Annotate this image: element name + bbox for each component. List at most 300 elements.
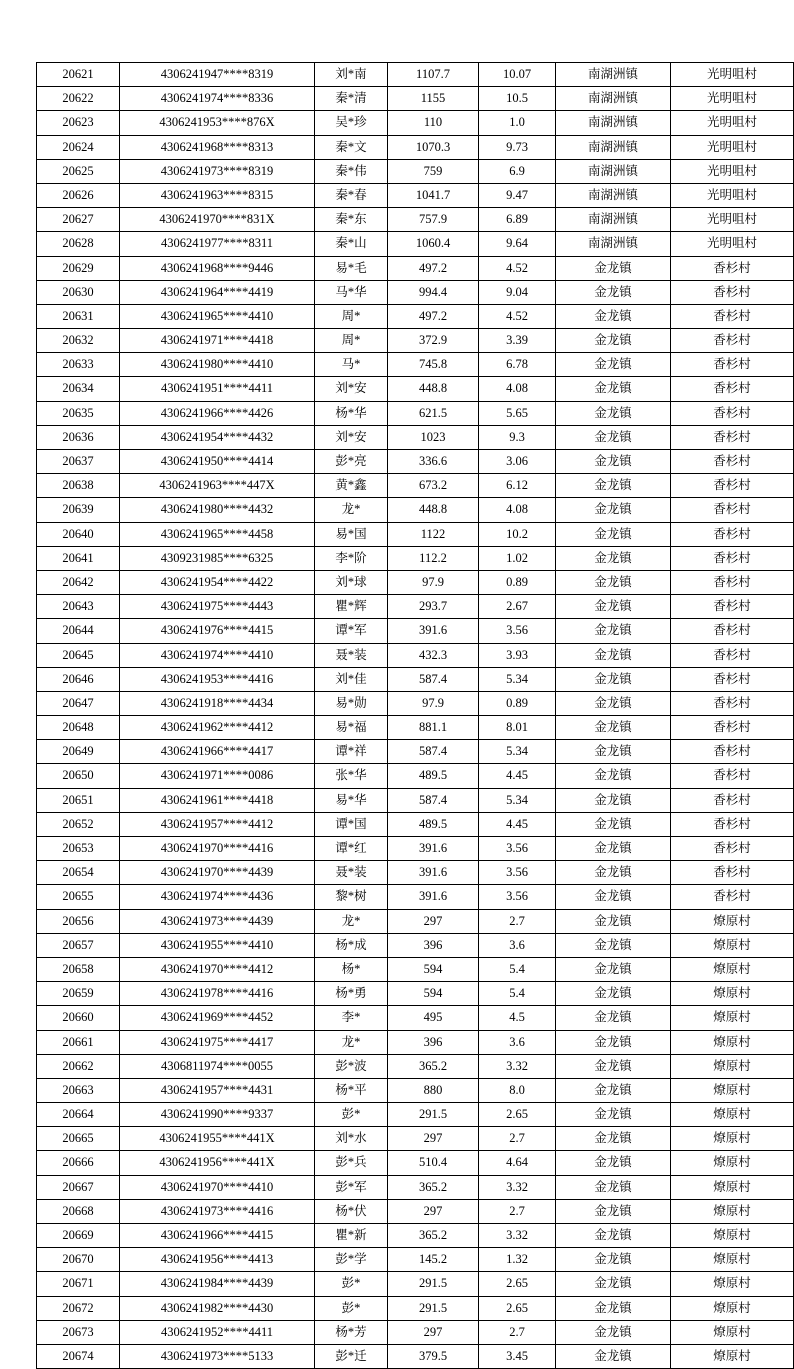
cell-id-number: 4306241973****8319 [120,159,315,183]
cell-town: 金龙镇 [556,982,671,1006]
cell-village: 香杉村 [671,837,794,861]
cell-village: 光明咀村 [671,183,794,207]
cell-name: 彭*亮 [315,450,388,474]
cell-id-number: 4306241964****4419 [120,280,315,304]
cell-town: 金龙镇 [556,425,671,449]
cell-name: 彭* [315,1296,388,1320]
cell-serial: 20623 [37,111,120,135]
cell-village: 香杉村 [671,353,794,377]
cell-town: 金龙镇 [556,1248,671,1272]
table-row [37,1030,794,1054]
cell-amount: 745.8 [388,353,479,377]
cell-id-number: 4306241969****4452 [120,1006,315,1030]
cell-rate: 3.56 [479,885,556,909]
cell-name: 杨*平 [315,1078,388,1102]
cell-rate: 9.64 [479,232,556,256]
cell-id-number: 4306241970****4410 [120,1175,315,1199]
cell-rate: 3.39 [479,329,556,353]
cell-village: 光明咀村 [671,63,794,87]
cell-serial: 20661 [37,1030,120,1054]
cell-amount: 489.5 [388,764,479,788]
cell-serial: 20653 [37,837,120,861]
cell-serial: 20627 [37,208,120,232]
cell-name: 瞿*新 [315,1224,388,1248]
cell-rate: 9.73 [479,135,556,159]
cell-village: 燎原村 [671,957,794,981]
cell-id-number: 4306241978****4416 [120,982,315,1006]
cell-rate: 3.56 [479,861,556,885]
cell-rate: 3.06 [479,450,556,474]
records-table [36,62,794,1369]
cell-amount: 757.9 [388,208,479,232]
cell-rate: 5.34 [479,740,556,764]
cell-id-number: 4306241971****0086 [120,764,315,788]
table-row [37,1296,794,1320]
cell-name: 聂*装 [315,861,388,885]
cell-rate: 3.93 [479,643,556,667]
cell-rate: 10.07 [479,63,556,87]
cell-name: 李*阶 [315,546,388,570]
cell-town: 金龙镇 [556,304,671,328]
cell-town: 金龙镇 [556,837,671,861]
cell-id-number: 4306241966****4417 [120,740,315,764]
table-row [37,619,794,643]
cell-id-number: 4306241955****4410 [120,933,315,957]
cell-rate: 4.52 [479,256,556,280]
cell-id-number: 4306241976****4415 [120,619,315,643]
cell-id-number: 4306241980****4410 [120,353,315,377]
cell-name: 谭*祥 [315,740,388,764]
cell-amount: 1107.7 [388,63,479,87]
cell-village: 香杉村 [671,377,794,401]
cell-name: 刘*安 [315,425,388,449]
cell-name: 龙* [315,498,388,522]
cell-amount: 379.5 [388,1344,479,1368]
cell-rate: 10.5 [479,87,556,111]
table-row [37,957,794,981]
cell-town: 南湖洲镇 [556,208,671,232]
cell-rate: 0.89 [479,570,556,594]
cell-name: 秦*东 [315,208,388,232]
cell-name: 易*华 [315,788,388,812]
cell-serial: 20668 [37,1199,120,1223]
table-row [37,764,794,788]
cell-amount: 1122 [388,522,479,546]
cell-id-number: 4306241918****4434 [120,691,315,715]
cell-serial: 20663 [37,1078,120,1102]
cell-village: 燎原村 [671,1175,794,1199]
table-row [37,256,794,280]
cell-serial: 20637 [37,450,120,474]
cell-name: 刘*佳 [315,667,388,691]
table-row [37,1078,794,1102]
cell-town: 金龙镇 [556,595,671,619]
cell-id-number: 4306241957****4412 [120,812,315,836]
cell-village: 香杉村 [671,691,794,715]
cell-village: 燎原村 [671,1030,794,1054]
cell-town: 金龙镇 [556,498,671,522]
cell-town: 金龙镇 [556,1272,671,1296]
cell-amount: 97.9 [388,691,479,715]
cell-rate: 4.08 [479,498,556,522]
cell-town: 金龙镇 [556,957,671,981]
cell-rate: 3.6 [479,933,556,957]
cell-town: 金龙镇 [556,619,671,643]
table-row [37,1175,794,1199]
cell-serial: 20671 [37,1272,120,1296]
cell-town: 金龙镇 [556,1224,671,1248]
cell-amount: 497.2 [388,256,479,280]
cell-village: 香杉村 [671,643,794,667]
cell-serial: 20670 [37,1248,120,1272]
cell-village: 燎原村 [671,1006,794,1030]
cell-village: 燎原村 [671,1199,794,1223]
cell-serial: 20666 [37,1151,120,1175]
cell-town: 金龙镇 [556,1103,671,1127]
cell-name: 易*毛 [315,256,388,280]
cell-town: 南湖洲镇 [556,63,671,87]
cell-serial: 20662 [37,1054,120,1078]
cell-amount: 97.9 [388,570,479,594]
cell-serial: 20674 [37,1344,120,1368]
cell-rate: 4.64 [479,1151,556,1175]
cell-name: 杨*芳 [315,1320,388,1344]
cell-town: 金龙镇 [556,1127,671,1151]
cell-village: 燎原村 [671,1151,794,1175]
cell-serial: 20638 [37,474,120,498]
cell-town: 金龙镇 [556,716,671,740]
cell-amount: 145.2 [388,1248,479,1272]
table-row [37,474,794,498]
table-row [37,280,794,304]
cell-town: 金龙镇 [556,280,671,304]
cell-serial: 20658 [37,957,120,981]
cell-amount: 297 [388,909,479,933]
cell-amount: 673.2 [388,474,479,498]
cell-town: 南湖洲镇 [556,135,671,159]
cell-amount: 448.8 [388,377,479,401]
cell-rate: 5.34 [479,788,556,812]
table-row [37,643,794,667]
cell-amount: 881.1 [388,716,479,740]
cell-rate: 2.65 [479,1296,556,1320]
cell-serial: 20622 [37,87,120,111]
cell-village: 光明咀村 [671,232,794,256]
cell-name: 彭*迁 [315,1344,388,1368]
cell-id-number: 4306241965****4458 [120,522,315,546]
table-body [37,63,794,1369]
cell-amount: 621.5 [388,401,479,425]
cell-amount: 291.5 [388,1103,479,1127]
cell-village: 香杉村 [671,329,794,353]
cell-serial: 20631 [37,304,120,328]
cell-id-number: 4306241955****441X [120,1127,315,1151]
cell-name: 马*华 [315,280,388,304]
cell-rate: 5.65 [479,401,556,425]
cell-rate: 2.7 [479,1127,556,1151]
table-row [37,546,794,570]
cell-serial: 20621 [37,63,120,87]
cell-id-number: 4306241970****4439 [120,861,315,885]
cell-name: 周* [315,329,388,353]
cell-name: 杨*华 [315,401,388,425]
cell-amount: 1023 [388,425,479,449]
cell-serial: 20644 [37,619,120,643]
table-row [37,208,794,232]
cell-id-number: 4306241970****4416 [120,837,315,861]
cell-serial: 20672 [37,1296,120,1320]
cell-serial: 20624 [37,135,120,159]
cell-town: 金龙镇 [556,861,671,885]
cell-name: 杨*勇 [315,982,388,1006]
table-row [37,691,794,715]
cell-amount: 495 [388,1006,479,1030]
table-row [37,812,794,836]
cell-village: 燎原村 [671,1296,794,1320]
cell-village: 香杉村 [671,304,794,328]
cell-id-number: 4306241968****8313 [120,135,315,159]
cell-name: 谭*国 [315,812,388,836]
cell-id-number: 4306241950****4414 [120,450,315,474]
cell-amount: 759 [388,159,479,183]
table-row [37,1151,794,1175]
cell-amount: 1041.7 [388,183,479,207]
table-row [37,1103,794,1127]
cell-rate: 6.12 [479,474,556,498]
cell-town: 金龙镇 [556,1296,671,1320]
cell-village: 香杉村 [671,570,794,594]
cell-name: 秦*春 [315,183,388,207]
cell-id-number: 4306241957****4431 [120,1078,315,1102]
cell-amount: 391.6 [388,837,479,861]
cell-rate: 1.02 [479,546,556,570]
cell-id-number: 4306241951****4411 [120,377,315,401]
cell-town: 金龙镇 [556,450,671,474]
table-row [37,740,794,764]
cell-amount: 391.6 [388,885,479,909]
cell-id-number: 4306241974****4410 [120,643,315,667]
cell-village: 香杉村 [671,280,794,304]
table-row [37,595,794,619]
cell-town: 金龙镇 [556,667,671,691]
cell-serial: 20657 [37,933,120,957]
table-row [37,1320,794,1344]
cell-town: 金龙镇 [556,885,671,909]
table-row [37,1248,794,1272]
cell-town: 金龙镇 [556,1078,671,1102]
cell-town: 金龙镇 [556,546,671,570]
cell-amount: 587.4 [388,788,479,812]
cell-village: 燎原村 [671,1103,794,1127]
cell-id-number: 4306241973****4416 [120,1199,315,1223]
table-row [37,1272,794,1296]
cell-serial: 20642 [37,570,120,594]
cell-amount: 365.2 [388,1224,479,1248]
cell-town: 金龙镇 [556,691,671,715]
cell-rate: 0.89 [479,691,556,715]
table-row [37,425,794,449]
cell-rate: 2.7 [479,1320,556,1344]
cell-serial: 20673 [37,1320,120,1344]
table-row [37,667,794,691]
cell-serial: 20643 [37,595,120,619]
cell-name: 吴*珍 [315,111,388,135]
cell-amount: 365.2 [388,1054,479,1078]
cell-id-number: 4306241952****4411 [120,1320,315,1344]
cell-rate: 3.32 [479,1175,556,1199]
cell-village: 光明咀村 [671,135,794,159]
cell-serial: 20655 [37,885,120,909]
table-row [37,135,794,159]
table-row [37,183,794,207]
cell-rate: 3.45 [479,1344,556,1368]
cell-serial: 20635 [37,401,120,425]
cell-town: 金龙镇 [556,377,671,401]
cell-village: 香杉村 [671,401,794,425]
cell-town: 金龙镇 [556,1175,671,1199]
cell-village: 燎原村 [671,1127,794,1151]
cell-name: 秦*山 [315,232,388,256]
cell-rate: 9.47 [479,183,556,207]
cell-rate: 3.56 [479,837,556,861]
cell-village: 香杉村 [671,256,794,280]
cell-town: 金龙镇 [556,1030,671,1054]
cell-town: 南湖洲镇 [556,111,671,135]
cell-village: 燎原村 [671,909,794,933]
cell-village: 香杉村 [671,595,794,619]
cell-town: 金龙镇 [556,256,671,280]
cell-serial: 20651 [37,788,120,812]
cell-serial: 20659 [37,982,120,1006]
cell-serial: 20656 [37,909,120,933]
cell-name: 秦*伟 [315,159,388,183]
table-row [37,837,794,861]
cell-village: 燎原村 [671,1054,794,1078]
cell-name: 马* [315,353,388,377]
cell-village: 燎原村 [671,1078,794,1102]
cell-amount: 497.2 [388,304,479,328]
cell-amount: 110 [388,111,479,135]
cell-village: 香杉村 [671,425,794,449]
table-row [37,933,794,957]
cell-id-number: 4306241973****5133 [120,1344,315,1368]
cell-rate: 1.0 [479,111,556,135]
cell-town: 金龙镇 [556,1344,671,1368]
cell-village: 燎原村 [671,1320,794,1344]
cell-name: 谭*军 [315,619,388,643]
cell-serial: 20647 [37,691,120,715]
cell-name: 张*华 [315,764,388,788]
cell-serial: 20669 [37,1224,120,1248]
cell-amount: 293.7 [388,595,479,619]
cell-name: 彭* [315,1103,388,1127]
cell-name: 易*国 [315,522,388,546]
cell-town: 金龙镇 [556,812,671,836]
cell-rate: 2.65 [479,1272,556,1296]
cell-rate: 3.32 [479,1054,556,1078]
cell-id-number: 4306241965****4410 [120,304,315,328]
cell-serial: 20632 [37,329,120,353]
cell-amount: 112.2 [388,546,479,570]
cell-amount: 396 [388,1030,479,1054]
cell-serial: 20650 [37,764,120,788]
cell-serial: 20660 [37,1006,120,1030]
cell-rate: 8.0 [479,1078,556,1102]
cell-rate: 6.78 [479,353,556,377]
cell-town: 南湖洲镇 [556,159,671,183]
cell-name: 杨*成 [315,933,388,957]
cell-amount: 365.2 [388,1175,479,1199]
cell-village: 香杉村 [671,450,794,474]
cell-amount: 510.4 [388,1151,479,1175]
cell-town: 南湖洲镇 [556,183,671,207]
cell-id-number: 4306241982****4430 [120,1296,315,1320]
cell-rate: 3.6 [479,1030,556,1054]
cell-serial: 20665 [37,1127,120,1151]
cell-town: 金龙镇 [556,1199,671,1223]
table-row [37,1006,794,1030]
cell-name: 杨*伏 [315,1199,388,1223]
cell-id-number: 4306241971****4418 [120,329,315,353]
cell-id-number: 4306241966****4415 [120,1224,315,1248]
table-row [37,1344,794,1368]
table-row [37,401,794,425]
cell-town: 金龙镇 [556,643,671,667]
cell-name: 秦*清 [315,87,388,111]
cell-town: 金龙镇 [556,1151,671,1175]
cell-serial: 20664 [37,1103,120,1127]
cell-id-number: 4309231985****6325 [120,546,315,570]
cell-name: 易*勋 [315,691,388,715]
cell-name: 彭* [315,1272,388,1296]
table-row [37,1127,794,1151]
cell-amount: 1155 [388,87,479,111]
table-row [37,1199,794,1223]
cell-amount: 297 [388,1127,479,1151]
cell-village: 燎原村 [671,1344,794,1368]
cell-amount: 594 [388,957,479,981]
cell-rate: 6.89 [479,208,556,232]
cell-id-number: 4306241968****9446 [120,256,315,280]
cell-serial: 20648 [37,716,120,740]
cell-amount: 1060.4 [388,232,479,256]
cell-rate: 3.56 [479,619,556,643]
cell-serial: 20634 [37,377,120,401]
table-row [37,1054,794,1078]
table-row [37,87,794,111]
cell-town: 金龙镇 [556,740,671,764]
cell-name: 黎*树 [315,885,388,909]
cell-village: 香杉村 [671,788,794,812]
cell-serial: 20654 [37,861,120,885]
cell-serial: 20640 [37,522,120,546]
cell-name: 聂*装 [315,643,388,667]
cell-rate: 8.01 [479,716,556,740]
cell-serial: 20649 [37,740,120,764]
cell-serial: 20628 [37,232,120,256]
cell-village: 香杉村 [671,619,794,643]
cell-town: 金龙镇 [556,933,671,957]
cell-village: 香杉村 [671,740,794,764]
cell-id-number: 4306811974****0055 [120,1054,315,1078]
cell-town: 金龙镇 [556,1054,671,1078]
cell-town: 金龙镇 [556,570,671,594]
cell-village: 燎原村 [671,982,794,1006]
cell-rate: 2.7 [479,909,556,933]
cell-amount: 291.5 [388,1272,479,1296]
cell-id-number: 4306241963****8315 [120,183,315,207]
table-row [37,111,794,135]
